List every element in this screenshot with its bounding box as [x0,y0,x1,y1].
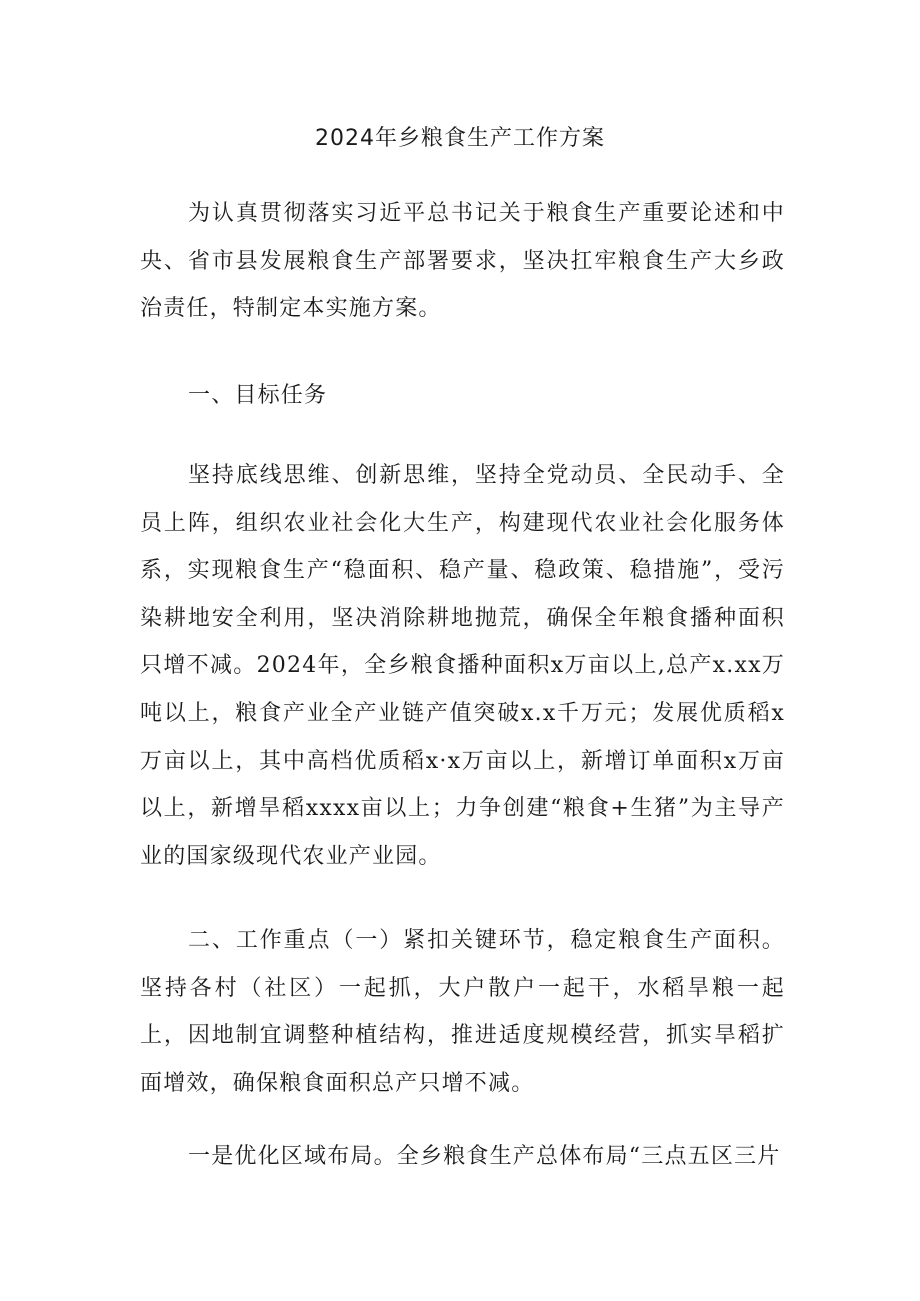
paragraph-layout: 一是优化区域布局。全乡粮食生产总体布局“三点五区三片 [188,1144,781,1169]
section-heading-goals: 一、目标任务 [188,383,328,408]
paragraph-work-focus: 二、工作重点（一）紧扣关键环节，稳定粮食生产面积。坚持各村（社区）一起抓，大户散户一起干，水稻旱粮一起上，因地制宜调整种植结构，推进适度规模经营，抓实旱稻扩面增效，确保粮食面积总产只增不减。 [140,928,785,1096]
document-title: 2024年乡粮食生产工作方案 [315,126,605,151]
paragraph-intro: 为认真贯彻落实习近平总书记关于粮食生产重要论述和中央、省市县发展粮食生产部署要求，坚决扛牢粮食生产大乡政治责任，特制定本实施方案。 [140,201,785,322]
paragraph-goals: 坚持底线思维、创新思维，坚持全党动员、全民动手、全员上阵，组织农业社会化大生产，构建现代农业社会化服务体系，实现粮食生产“稳面积、稳产量、稳政策、稳措施”，受污染耕地安全利用，坚决消除耕地抛荒，确保全年粮食播种面积只增不减。2024年，全乡粮食播种面积x万亩以上,总产x.xx万吨以上，粮食产业全产业链产值突破x.x千万元；发展优质稻x万亩以上，其中高档优质稻x·x万亩以上，新增订单面积x万亩以上，新增旱稻xxxx亩以上；力争创建“粮食+生猪”为主导产业的国家级现代农业产业园。 [140,463,785,869]
